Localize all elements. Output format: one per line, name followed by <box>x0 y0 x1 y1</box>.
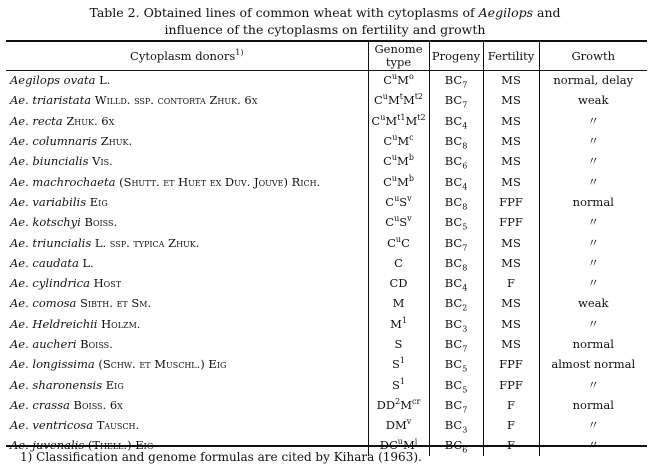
cell-fertility: F <box>483 273 539 293</box>
cell-progeny: $BC_7$ <box>429 70 483 90</box>
table-caption <box>0 4 650 38</box>
species-authority: (Schw. et Muschl.) Eig <box>98 357 227 372</box>
species-authority: Boiss. 6x <box>73 397 123 412</box>
species-name: Aegilops ovata <box>10 73 96 88</box>
cell-progeny: $BC_3$ <box>429 314 483 334</box>
cell-fertility: F <box>483 395 539 415</box>
cell-genome: CD <box>368 273 429 293</box>
cell-genome: $C^uS^v$ <box>368 212 429 232</box>
table-row <box>6 354 647 374</box>
cell-progeny: $BC_2$ <box>429 293 483 313</box>
species-name: Ae. caudata <box>10 255 79 270</box>
caption-genus: Aegilops <box>478 5 534 20</box>
cell-fertility: MS <box>483 334 539 354</box>
cell-growth: 〃 <box>539 111 647 131</box>
species-authority: Zhuk. <box>100 134 133 149</box>
species-name: Ae. cylindrica <box>10 276 90 291</box>
table-row <box>6 232 647 252</box>
table-row <box>6 151 647 171</box>
species-name: Ae. machrochaeta <box>10 174 116 189</box>
cell-donor <box>6 171 368 191</box>
species-authority: L. <box>82 255 94 270</box>
caption-text: Table 2. Obtained lines of common wheat with cytoplasms of <box>89 5 479 20</box>
header-genome: Genome type <box>368 42 429 70</box>
cell-growth: 〃 <box>539 151 647 171</box>
cell-progeny: $BC_4$ <box>429 171 483 191</box>
cell-growth: 〃 <box>539 232 647 252</box>
cell-donor <box>6 395 368 415</box>
cell-genome: $DM^v$ <box>368 415 429 435</box>
cell-genome: $C^uM^{t1}M^{t2}$ <box>368 111 429 131</box>
cell-genome: $DC^uM^j$ <box>368 435 429 455</box>
species-name: Ae. aucheri <box>10 337 77 351</box>
cell-fertility: MS <box>483 293 539 313</box>
cell-fertility: MS <box>483 314 539 334</box>
table-body <box>6 70 647 456</box>
table-row <box>6 374 647 394</box>
cell-growth: almost normal <box>539 354 647 374</box>
data-table <box>6 42 647 456</box>
cell-progeny: $BC_5$ <box>429 212 483 232</box>
header-donor: Cytoplasm donors$^{1)}$ <box>130 47 244 63</box>
cell-fertility: MS <box>483 90 539 110</box>
cell-genome: $C^uM^o$ <box>368 70 429 90</box>
cell-fertility: MS <box>483 111 539 131</box>
species-authority: Eig <box>105 377 124 392</box>
cell-progeny: $BC_8$ <box>429 192 483 212</box>
cell-donor <box>6 314 368 334</box>
table-row <box>6 192 647 212</box>
caption-line-1 <box>0 4 650 21</box>
footnote: 1) Classification and genome formulas are cited by Kihara (1963). <box>20 450 422 464</box>
cell-progeny: $BC_5$ <box>429 354 483 374</box>
table-row <box>6 395 647 415</box>
cell-genome: $C^uS^v$ <box>368 192 429 212</box>
species-name: Ae. triaristata <box>10 93 92 108</box>
cell-progeny: $BC_4$ <box>429 111 483 131</box>
table-row <box>6 314 647 334</box>
species-authority: Boiss. <box>84 215 118 230</box>
cell-donor <box>6 131 368 151</box>
cell-genome: $M^1$ <box>368 314 429 334</box>
species-name: Ae. juvenalis <box>10 438 85 453</box>
cell-growth: weak <box>539 90 647 110</box>
cell-genome: M <box>368 293 429 313</box>
table-row <box>6 90 647 110</box>
table-row <box>6 70 647 90</box>
species-name: Ae. variabilis <box>10 194 87 209</box>
cell-growth: 〃 <box>539 171 647 191</box>
cell-genome: $C^uM^b$ <box>368 151 429 171</box>
header-progeny: Progeny <box>429 42 483 70</box>
header-fertility: Fertility <box>483 42 539 70</box>
table-row <box>6 212 647 232</box>
cell-donor <box>6 90 368 110</box>
cell-progeny: $BC_7$ <box>429 232 483 252</box>
species-name: Ae. triuncialis <box>10 235 92 250</box>
cell-growth: 〃 <box>539 212 647 232</box>
cell-growth: normal <box>539 192 647 212</box>
cell-genome: $C^uC$ <box>368 232 429 252</box>
cell-fertility: MS <box>483 151 539 171</box>
cell-fertility: MS <box>483 232 539 252</box>
cell-donor <box>6 334 368 354</box>
species-authority: L. ssp. typica Zhuk. <box>94 235 200 250</box>
cell-genome: $C^uM^b$ <box>368 171 429 191</box>
table-row <box>6 171 647 191</box>
cell-growth: 〃 <box>539 415 647 435</box>
cell-donor <box>6 273 368 293</box>
cell-donor <box>6 192 368 212</box>
cell-genome: $S^1$ <box>368 374 429 394</box>
table-row <box>6 273 647 293</box>
cell-genome: $S^1$ <box>368 354 429 374</box>
cell-fertility: FPF <box>483 374 539 394</box>
table-row <box>6 293 647 313</box>
caption-line-2: influence of the cytoplasms on fertility and growth <box>164 22 486 37</box>
cell-progeny: $BC_4$ <box>429 273 483 293</box>
species-authority: Boiss. <box>80 337 113 351</box>
cell-genome: S <box>368 334 429 354</box>
species-name: Ae. comosa <box>10 296 77 311</box>
cell-fertility: MS <box>483 253 539 273</box>
species-name: Ae. kotschyi <box>10 215 81 230</box>
cell-progeny: $BC_3$ <box>429 415 483 435</box>
species-name: Ae. biuncialis <box>10 154 89 169</box>
table-row <box>6 131 647 151</box>
species-authority: Vis. <box>92 154 113 169</box>
species-name: Ae. ventricosa <box>10 418 94 433</box>
cell-donor <box>6 151 368 171</box>
species-authority: (Shutt. et Huet ex Duv. Jouve) Rich. <box>119 174 321 189</box>
species-authority: Willd. ssp. contorta Zhuk. 6x <box>94 93 258 108</box>
cell-donor <box>6 70 368 90</box>
cell-growth: 〃 <box>539 131 647 151</box>
species-authority: L. <box>99 73 111 88</box>
species-name: Ae. recta <box>10 113 63 128</box>
cell-genome: $C^uM^tM^{t2}$ <box>368 90 429 110</box>
cell-genome: C <box>368 253 429 273</box>
table-row <box>6 334 647 354</box>
cell-fertility: F <box>483 435 539 455</box>
cell-progeny: $BC_7$ <box>429 90 483 110</box>
cell-fertility: FPF <box>483 192 539 212</box>
table-row <box>6 111 647 131</box>
cell-fertility: MS <box>483 70 539 90</box>
table-row <box>6 415 647 435</box>
cell-donor <box>6 111 368 131</box>
cell-genome: $DD^2M^{cr}$ <box>368 395 429 415</box>
cell-progeny: $BC_7$ <box>429 395 483 415</box>
cell-progeny: $BC_6$ <box>429 435 483 455</box>
species-name: Ae. crassa <box>10 397 70 412</box>
cell-fertility: MS <box>483 131 539 151</box>
cell-growth: normal, delay <box>539 70 647 90</box>
cell-fertility: FPF <box>483 212 539 232</box>
cell-growth: 〃 <box>539 374 647 394</box>
species-name: Ae. Heldreichii <box>10 316 98 331</box>
header-growth: Growth <box>539 42 647 70</box>
cell-donor <box>6 232 368 252</box>
cell-growth: 〃 <box>539 435 647 455</box>
cell-donor <box>6 293 368 313</box>
cell-growth: normal <box>539 334 647 354</box>
species-name: Ae. columnaris <box>10 134 98 149</box>
cell-donor <box>6 212 368 232</box>
cell-fertility: MS <box>483 171 539 191</box>
species-name: Ae. sharonensis <box>10 377 103 392</box>
cell-growth: weak <box>539 293 647 313</box>
species-authority: Eig <box>89 194 108 209</box>
cell-progeny: $BC_7$ <box>429 334 483 354</box>
species-authority: Tausch. <box>96 418 140 433</box>
species-authority: Host <box>93 276 122 291</box>
species-authority: Holzm. <box>101 316 141 331</box>
table-row <box>6 253 647 273</box>
cell-fertility: FPF <box>483 354 539 374</box>
cell-progeny: $BC_8$ <box>429 131 483 151</box>
header-row <box>6 42 647 70</box>
cell-donor <box>6 253 368 273</box>
cell-donor <box>6 374 368 394</box>
cell-progeny: $BC_6$ <box>429 151 483 171</box>
cell-donor <box>6 354 368 374</box>
cell-growth: normal <box>539 395 647 415</box>
species-name: Ae. longissima <box>10 357 95 372</box>
species-authority: (Thell.) Eig <box>87 438 154 453</box>
cell-fertility: F <box>483 415 539 435</box>
cell-growth: 〃 <box>539 314 647 334</box>
cell-progeny: $BC_8$ <box>429 253 483 273</box>
caption-text-end: and <box>533 5 561 20</box>
species-authority: Sibth. et Sm. <box>80 296 152 311</box>
cell-growth: 〃 <box>539 253 647 273</box>
cell-progeny: $BC_5$ <box>429 374 483 394</box>
cell-donor <box>6 415 368 435</box>
cell-genome: $C^uM^c$ <box>368 131 429 151</box>
cell-growth: 〃 <box>539 273 647 293</box>
species-authority: Zhuk. 6x <box>66 113 115 128</box>
